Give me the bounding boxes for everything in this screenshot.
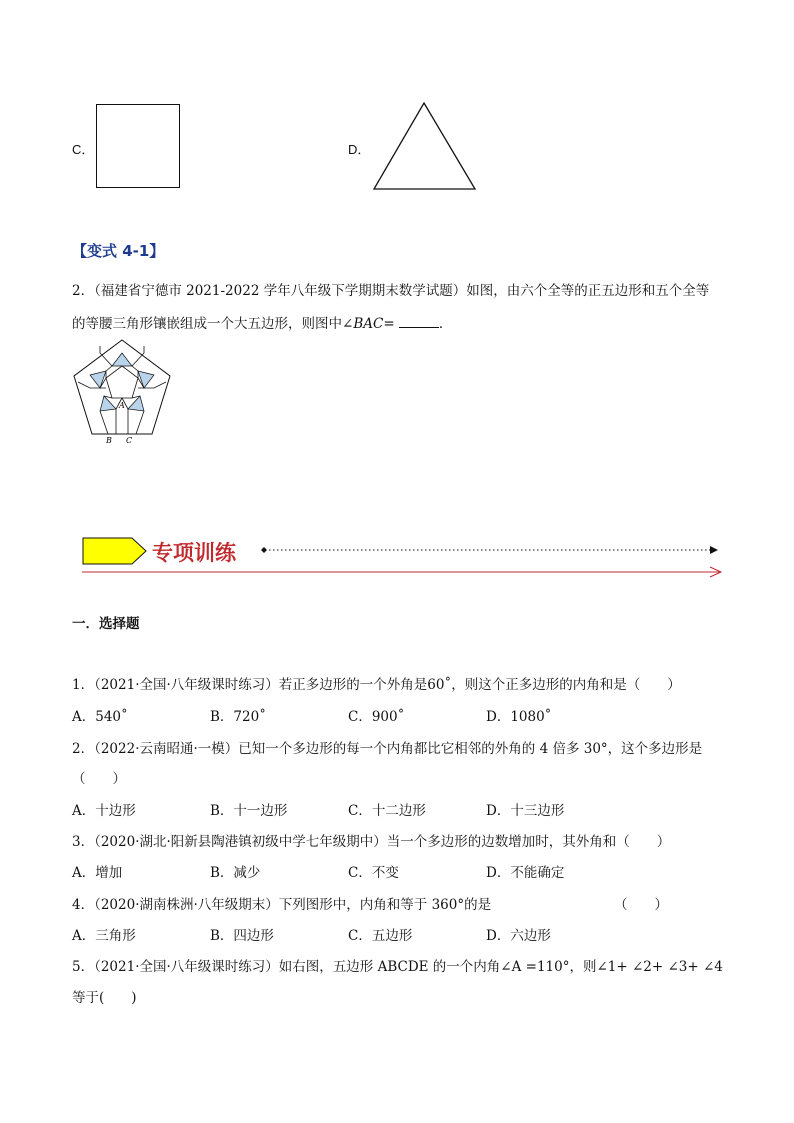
question-1-line: 1．（2021·全国·八年级课时练习）若正多边形的一个外角是60˚，则这个正多边形的内角和是（ ） — [72, 677, 681, 693]
question-3-option-a: A．增加 — [72, 865, 123, 881]
pentagon-tessellation-figure — [70, 338, 174, 445]
dotted-arrowhead — [710, 546, 718, 554]
question-4-line: 4．（2020·湖南株洲·八年级期末）下列图形中，内角和等于 360°的是 — [72, 897, 492, 913]
question-1-option-d: D．1080˚ — [486, 709, 552, 725]
question-3-option-d: D．不能确定 — [486, 865, 565, 881]
label-c: C — [126, 436, 133, 445]
triangle-5 — [90, 371, 106, 388]
question-4-option-d: D．六边形 — [486, 928, 551, 944]
question-3-option-c: C．不变 — [348, 865, 399, 881]
question-2-option-c: C．十二边形 — [348, 803, 426, 819]
question-2-option-a: A．十边形 — [72, 803, 136, 819]
variant-question-text: 的等腰三角形镶嵌组成一个大五边形，则图中∠ — [72, 316, 354, 332]
question-1-option-c: C．900˚ — [348, 709, 405, 725]
square-figure — [96, 104, 180, 188]
question-4-paren: （ ） — [614, 897, 668, 913]
yellow-arrow-shape — [83, 538, 146, 564]
question-2-option-b: B．十一边形 — [210, 803, 288, 819]
period: ． — [438, 316, 453, 332]
option-d-label: D． — [348, 142, 371, 157]
answer-blank — [399, 315, 439, 328]
question-2-line1: 2．（2022·云南昭通·一模）已知一个多边形的每一个内角都比它相邻的外角的 4 倍多 30°，这个多边形是 — [72, 741, 703, 757]
question-5-line1: 5．（2021·全国·八年级课时练习）如右图，五边形 ABCDE 的一个内角∠A =110°，则∠1+ ∠2+ ∠3+ ∠4 — [72, 959, 723, 975]
question-2-option-d: D．十三边形 — [486, 803, 565, 819]
diamond-marker — [261, 547, 267, 553]
question-4-option-c: C．五边形 — [348, 928, 413, 944]
triangle-1 — [112, 353, 132, 366]
variant-heading: 【变式 4-1】 — [72, 242, 165, 260]
question-5-line2: 等于( ) — [72, 990, 137, 1006]
question-1-option-b: B．720˚ — [210, 709, 266, 725]
question-3-option-b: B．减少 — [210, 865, 261, 881]
triangle-2 — [138, 371, 154, 388]
option-c-label: C． — [72, 142, 95, 157]
inner-pentagon — [106, 366, 138, 398]
question-2-line2: （ ） — [72, 771, 126, 787]
section-title: 专项训练 — [152, 541, 236, 565]
question-1-option-a: A．540˚ — [72, 709, 128, 725]
triangle-figure — [370, 100, 480, 192]
variant-question-line1: 2．（福建省宁德市 2021-2022 学年八年级下学期期末数学试题）如图，由六个全等的正五边形和五个全等 — [72, 283, 710, 299]
label-a: A — [119, 401, 125, 410]
label-b: B — [106, 436, 112, 445]
variant-question-line2 — [72, 312, 452, 332]
question-4-option-b: B．四边形 — [210, 928, 274, 944]
equals-sign: = — [383, 316, 395, 332]
part-heading: 一．选择题 — [72, 616, 140, 632]
angle-var: BAC — [353, 316, 384, 332]
question-4-option-a: A．三角形 — [72, 928, 136, 944]
question-3-line: 3．（2020·湖北·阳新县陶港镇初级中学七年级期中）当一个多边形的边数增加时，其外角和（ ） — [72, 834, 671, 850]
